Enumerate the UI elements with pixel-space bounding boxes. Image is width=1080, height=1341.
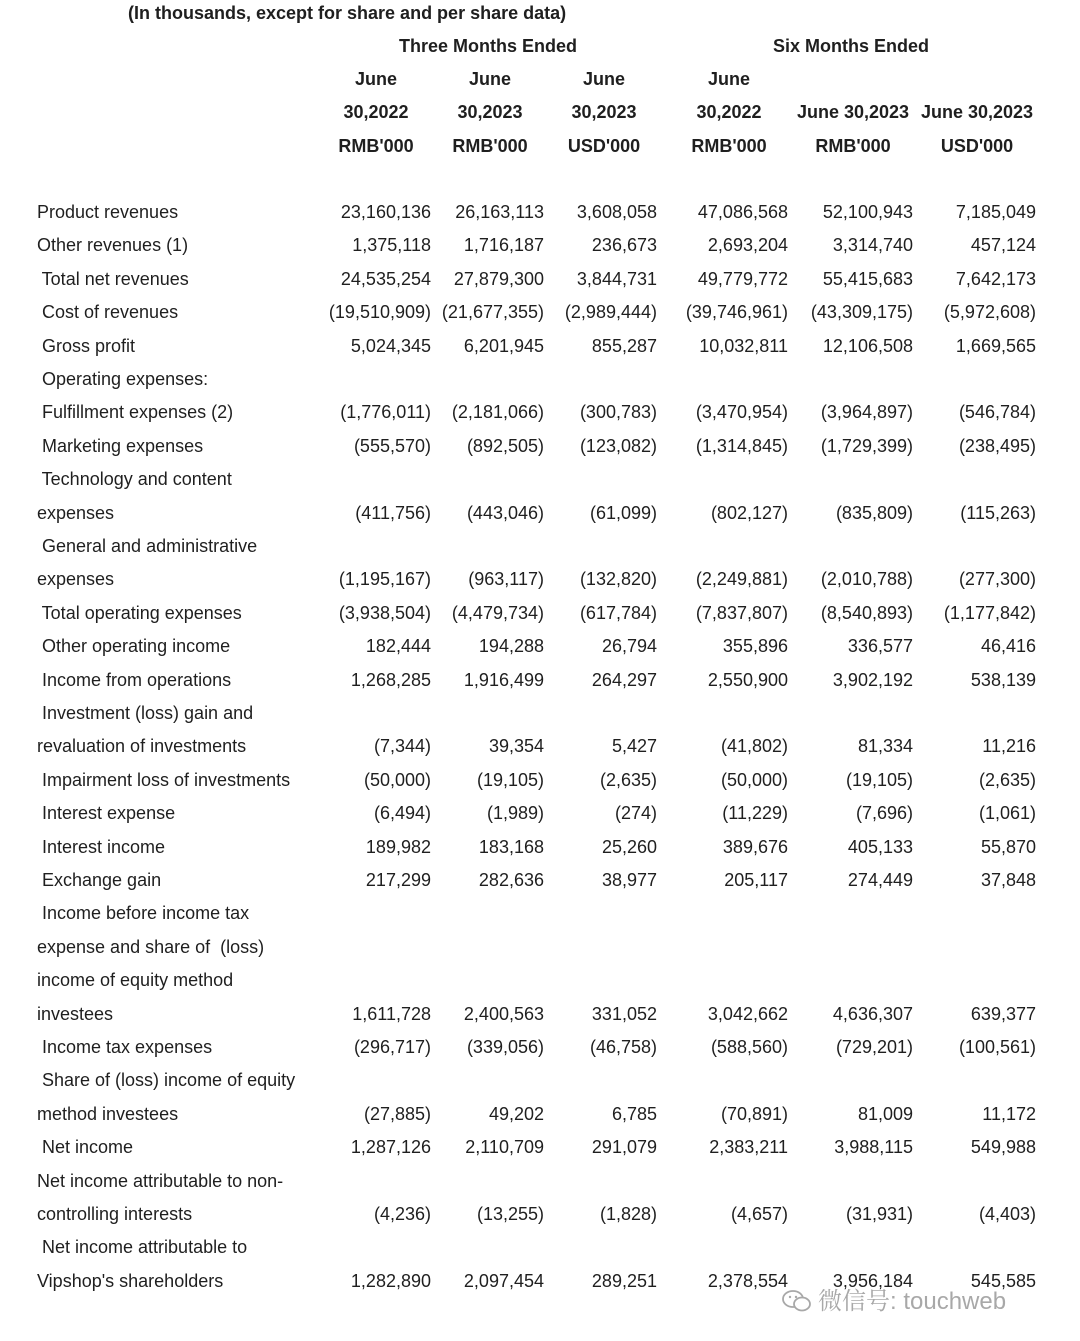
column-header-line: USD'000 xyxy=(940,136,1014,156)
table-cell-value: 1,716,187 xyxy=(463,235,544,256)
row-label: Product revenues xyxy=(37,202,179,222)
table-units-note: (In thousands, except for share and per share data) xyxy=(128,3,567,23)
table-cell-value: 538,139 xyxy=(970,669,1036,690)
row-label: Income before income tax xyxy=(37,903,250,924)
column-header-line: 30,2023 xyxy=(571,102,637,122)
table-cell-value: 189,982 xyxy=(365,836,431,857)
table-cell-value: (1,061) xyxy=(978,803,1036,824)
table-cell-value: 11,216 xyxy=(982,736,1036,757)
table-cell-value: 23,160,136 xyxy=(340,202,431,222)
table-cell-value: 457,124 xyxy=(970,235,1036,256)
table-cell-value: (4,403) xyxy=(978,1204,1036,1224)
table-cell-value: (2,989,444) xyxy=(564,302,657,323)
row-label: expense and share of (loss) xyxy=(37,936,265,957)
row-label: expenses xyxy=(37,502,115,523)
table-cell-value: (729,201) xyxy=(835,1037,913,1057)
table-cell-value: 331,052 xyxy=(591,1003,657,1024)
table-cell-value: (21,677,355) xyxy=(441,302,544,323)
table-cell-value: (802,127) xyxy=(710,502,788,523)
row-label: Net income attributable to non- xyxy=(37,1170,284,1191)
table-cell-value: 1,282,890 xyxy=(350,1270,431,1291)
table-cell-value: 37,848 xyxy=(980,870,1036,890)
table-cell-value: 282,636 xyxy=(478,870,544,890)
row-label: method investees xyxy=(37,1103,179,1124)
table-cell-value: (19,510,909) xyxy=(328,302,431,323)
row-label: Exchange gain xyxy=(37,870,162,890)
table-cell-value: 4,636,307 xyxy=(832,1003,913,1024)
column-header-line: June xyxy=(707,69,750,89)
column-header-line: RMB'000 xyxy=(815,136,891,156)
table-cell-value: 55,870 xyxy=(980,836,1036,857)
wechat-icon xyxy=(782,1290,812,1312)
table-cell-value: 217,299 xyxy=(365,870,431,890)
table-cell-value: (4,657) xyxy=(730,1204,788,1224)
table-cell-value: 5,024,345 xyxy=(350,335,431,356)
table-cell-value: 7,185,049 xyxy=(955,202,1036,222)
table-cell-value: 3,956,184 xyxy=(832,1270,913,1291)
table-cell-value: (1,195,167) xyxy=(338,569,431,590)
table-cell-value: (1,989) xyxy=(486,803,544,824)
table-cell-value: (277,300) xyxy=(958,569,1036,590)
table-cell-value: 11,172 xyxy=(982,1103,1036,1124)
table-cell-value: (274) xyxy=(614,803,657,824)
table-cell-value: (300,783) xyxy=(579,402,657,423)
table-cell-value: 2,110,709 xyxy=(465,1137,544,1158)
table-cell-value: 6,785 xyxy=(611,1103,657,1124)
table-cell-value: 236,673 xyxy=(591,235,657,256)
row-label: controlling interests xyxy=(37,1204,193,1224)
row-label: Interest expense xyxy=(37,803,176,824)
watermark-text: 微信号: touchweb xyxy=(818,1288,1007,1315)
table-cell-value: (3,964,897) xyxy=(820,402,913,423)
row-label: Cost of revenues xyxy=(37,302,179,323)
row-label: Net income attributable to xyxy=(37,1237,248,1258)
column-header-line: June xyxy=(468,69,511,89)
table-cell-value: 49,779,772 xyxy=(697,268,788,289)
column-header-line: RMB'000 xyxy=(691,136,767,156)
table-cell-value: (617,784) xyxy=(579,602,657,623)
table-cell-value: 183,168 xyxy=(478,836,544,857)
table-cell-value: 55,415,683 xyxy=(822,268,913,289)
table-cell-value: (3,938,504) xyxy=(338,602,431,623)
row-label: Gross profit xyxy=(37,335,136,356)
table-cell-value: (411,756) xyxy=(355,502,431,523)
table-cell-value: (39,746,961) xyxy=(685,302,788,323)
table-cell-value: (19,105) xyxy=(845,769,913,790)
row-label: Total operating expenses xyxy=(37,602,242,623)
column-header-line: 30,2023 xyxy=(457,102,523,122)
table-cell-value: 182,444 xyxy=(365,636,431,657)
row-label: Marketing expenses xyxy=(37,435,204,456)
table-cell-value: (43,309,175) xyxy=(810,302,913,323)
table-cell-value: (1,314,845) xyxy=(695,435,788,456)
table-cell-value: (11,229) xyxy=(722,803,788,824)
table-cell-value: 274,449 xyxy=(847,870,913,890)
table-cell-value: 49,202 xyxy=(488,1103,544,1124)
column-header-line: RMB'000 xyxy=(338,136,414,156)
row-label: General and administrative xyxy=(37,536,258,556)
table-cell-value: (339,056) xyxy=(466,1037,544,1057)
table-cell-value: (27,885) xyxy=(363,1103,431,1124)
table-cell-value: 336,577 xyxy=(847,636,913,657)
table-cell-value: 12,106,508 xyxy=(822,335,913,356)
table-cell-value: 639,377 xyxy=(970,1003,1036,1024)
table-cell-value: (3,470,954) xyxy=(695,402,788,423)
table-cell-value: 2,550,900 xyxy=(707,669,788,690)
table-cell-value: (2,635) xyxy=(599,769,657,790)
table-cell-value: 3,608,058 xyxy=(576,202,657,222)
column-header-line: June xyxy=(582,69,625,89)
table-cell-value: (7,344) xyxy=(373,736,431,757)
table-cell-value: (2,249,881) xyxy=(695,569,788,590)
table-cell-value: 10,032,811 xyxy=(699,335,788,356)
table-cell-value: 264,297 xyxy=(591,669,657,690)
table-cell-value: 545,585 xyxy=(970,1270,1036,1291)
table-cell-value: (835,809) xyxy=(835,502,913,523)
table-cell-value: (41,802) xyxy=(720,736,788,757)
table-cell-value: 3,042,662 xyxy=(707,1003,788,1024)
group-header-six-months: Six Months Ended xyxy=(772,36,929,56)
table-cell-value: 7,642,173 xyxy=(955,268,1036,289)
table-cell-value: 1,375,118 xyxy=(352,235,431,256)
column-header-line: 30,2022 xyxy=(696,102,762,122)
row-label: Income tax expenses xyxy=(37,1037,213,1057)
table-cell-value: (588,560) xyxy=(710,1037,788,1057)
table-cell-value: 405,133 xyxy=(847,836,913,857)
group-header-three-months: Three Months Ended xyxy=(398,36,577,56)
table-cell-value: 52,100,943 xyxy=(822,202,913,222)
table-cell-value: 25,260 xyxy=(601,836,657,857)
table-cell-value: 46,416 xyxy=(980,636,1036,657)
table-cell-value: (238,495) xyxy=(958,435,1036,456)
column-header-line: RMB'000 xyxy=(452,136,528,156)
table-cell-value: (2,635) xyxy=(978,769,1036,790)
table-cell-value: 26,163,113 xyxy=(455,202,544,222)
row-label: Other revenues (1) xyxy=(37,235,189,256)
table-cell-value: (1,177,842) xyxy=(943,602,1036,623)
table-cell-value: (13,255) xyxy=(476,1204,544,1224)
table-cell-value: 355,896 xyxy=(722,636,788,657)
table-cell-value: 2,097,454 xyxy=(463,1270,544,1291)
table-cell-value: 1,287,126 xyxy=(350,1137,431,1158)
table-cell-value: (296,717) xyxy=(353,1037,431,1057)
row-label: Interest income xyxy=(37,836,166,857)
table-cell-value: 47,086,568 xyxy=(697,202,788,222)
row-label: Income from operations xyxy=(37,669,232,690)
table-cell-value: 5,427 xyxy=(611,736,657,757)
table-cell-value: 1,268,285 xyxy=(350,669,431,690)
table-cell-value: 2,400,563 xyxy=(463,1003,544,1024)
table-cell-value: 26,794 xyxy=(601,636,657,657)
row-label: income of equity method xyxy=(37,970,234,991)
table-cell-value: (963,117) xyxy=(468,569,544,590)
table-cell-value: 549,988 xyxy=(970,1137,1036,1158)
table-cell-value: (61,099) xyxy=(589,502,657,523)
watermark xyxy=(782,1281,1006,1316)
table-cell-value: (123,082) xyxy=(579,435,657,456)
table-cell-value: (115,263) xyxy=(960,502,1036,523)
column-header-line: June 30,2023 xyxy=(796,102,910,122)
table-cell-value: (70,891) xyxy=(720,1103,788,1124)
row-label: Total net revenues xyxy=(37,268,189,289)
table-cell-value: 1,611,728 xyxy=(352,1003,431,1024)
row-label: Net income xyxy=(37,1137,134,1158)
table-cell-value: (100,561) xyxy=(958,1037,1036,1057)
table-cell-value: 289,251 xyxy=(591,1270,657,1291)
table-cell-value: (443,046) xyxy=(466,502,544,523)
row-label: revaluation of investments xyxy=(37,736,247,757)
column-header-line: 30,2022 xyxy=(343,102,409,122)
column-header-line: USD'000 xyxy=(567,136,641,156)
row-label: Investment (loss) gain and xyxy=(37,703,254,723)
table-cell-value: 205,117 xyxy=(724,870,788,890)
row-label: Vipshop's shareholders xyxy=(37,1270,224,1291)
row-label: investees xyxy=(37,1003,114,1024)
table-cell-value: 3,988,115 xyxy=(834,1137,913,1158)
table-cell-value: (1,729,399) xyxy=(820,435,913,456)
table-cell-value: 3,314,740 xyxy=(832,235,913,256)
table-cell-value: 81,334 xyxy=(857,736,913,757)
table-cell-value: (2,181,066) xyxy=(451,402,544,423)
table-cell-value: 6,201,945 xyxy=(463,335,544,356)
table-cell-value: (4,479,734) xyxy=(451,602,544,623)
table-cell-value: 291,079 xyxy=(591,1137,657,1158)
table-cell-value: 81,009 xyxy=(857,1103,913,1124)
table-cell-value: (1,828) xyxy=(599,1204,657,1224)
table-cell-value: (132,820) xyxy=(579,569,657,590)
row-label: Other operating income xyxy=(37,636,231,657)
table-cell-value: 855,287 xyxy=(591,335,657,356)
table-cell-value: (50,000) xyxy=(720,769,788,790)
row-label: Operating expenses: xyxy=(37,369,209,389)
table-cell-value: 1,669,565 xyxy=(955,335,1036,356)
table-cell-value: 1,916,499 xyxy=(463,669,544,690)
row-label: Fulfillment expenses (2) xyxy=(37,402,234,423)
table-cell-value: (19,105) xyxy=(476,769,544,790)
table-cell-value: 24,535,254 xyxy=(340,268,431,289)
table-cell-value: 2,383,211 xyxy=(709,1137,788,1158)
table-cell-value: 2,378,554 xyxy=(707,1270,788,1291)
row-label: expenses xyxy=(37,569,115,590)
table-cell-value: (2,010,788) xyxy=(820,569,913,590)
table-cell-value: 3,844,731 xyxy=(576,268,657,289)
table-cell-value: (31,931) xyxy=(845,1204,913,1224)
table-cell-value: 39,354 xyxy=(488,736,544,757)
column-header-line: June xyxy=(354,69,397,89)
table-cell-value: 38,977 xyxy=(601,870,657,890)
table-cell-value: (892,505) xyxy=(466,435,544,456)
column-header-line: June 30,2023 xyxy=(920,102,1034,122)
table-cell-value: 3,902,192 xyxy=(832,669,913,690)
table-cell-value: (8,540,893) xyxy=(820,602,913,623)
table-cell-value: 389,676 xyxy=(722,836,788,857)
table-cell-value: 2,693,204 xyxy=(707,235,788,256)
row-label: Technology and content xyxy=(37,469,232,490)
row-label: Impairment loss of investments xyxy=(37,769,291,790)
table-cell-value: (7,696) xyxy=(855,803,913,824)
table-cell-value: (46,758) xyxy=(589,1037,657,1057)
table-cell-value: (50,000) xyxy=(363,769,431,790)
table-cell-value: 27,879,300 xyxy=(453,268,544,289)
table-cell-value: (5,972,608) xyxy=(943,302,1036,323)
table-cell-value: (555,570) xyxy=(353,435,431,456)
table-cell-value: 194,288 xyxy=(478,636,544,657)
table-cell-value: (1,776,011) xyxy=(340,402,431,423)
table-cell-value: (546,784) xyxy=(958,402,1036,423)
table-cell-value: (4,236) xyxy=(373,1204,431,1224)
table-cell-value: (6,494) xyxy=(373,803,431,824)
table-cell-value: (7,837,807) xyxy=(695,602,788,623)
row-label: Share of (loss) income of equity xyxy=(37,1070,296,1091)
